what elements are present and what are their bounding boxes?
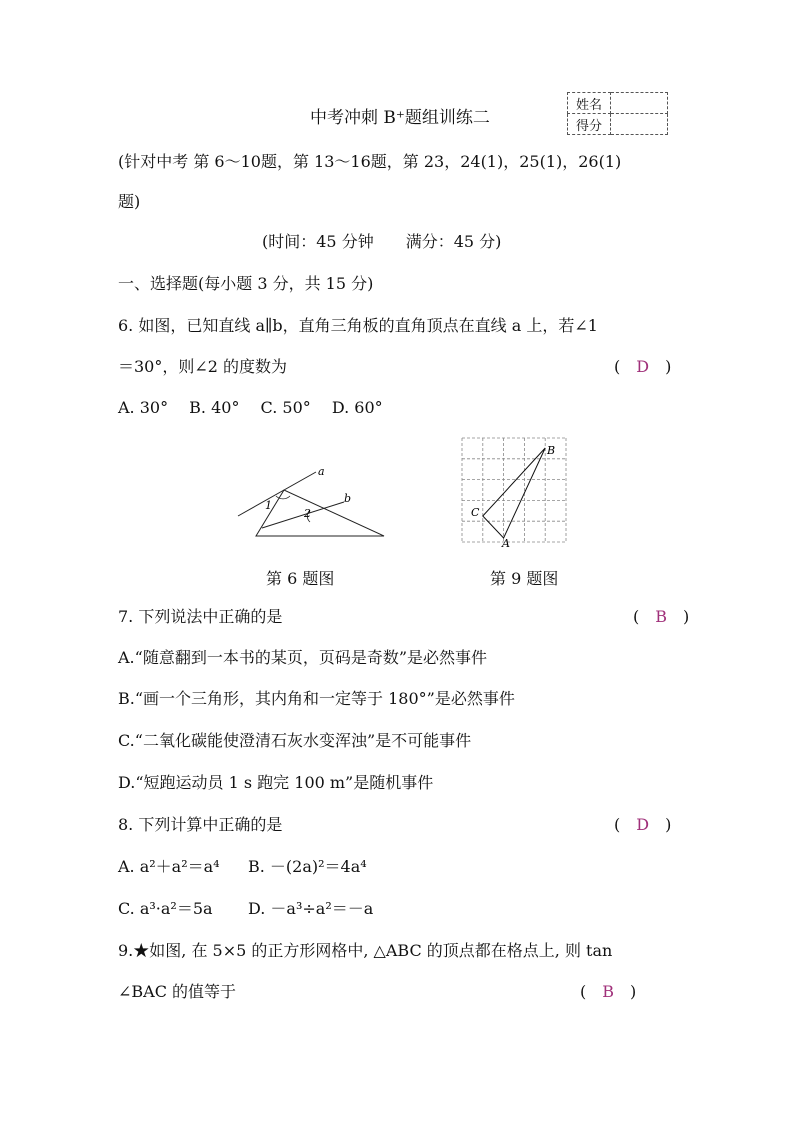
right-triangle <box>256 490 384 536</box>
q8-answer-bracket: ( D ) <box>614 815 672 834</box>
q9-answer: B <box>602 982 615 1001</box>
label-angle-1: 1 <box>265 499 272 512</box>
name-field[interactable] <box>611 93 668 114</box>
name-label: 姓名 <box>568 93 611 114</box>
q9-answer-bracket: ( B ) <box>580 982 637 1001</box>
label-A: A <box>502 537 510 548</box>
label-angle-2: 2 <box>304 507 311 520</box>
scope-line-1: (针对中考 第 6～10题，第 13～16题，第 23，24(1)，25(1)，26(1) <box>118 152 622 171</box>
q8-option-b: B. －(2a)²＝4a⁴ <box>248 857 367 876</box>
q8-option-d: D. －a³÷a²＝－a <box>248 899 374 918</box>
score-field[interactable] <box>611 114 668 135</box>
figure-6-caption: 第 6 题图 <box>266 569 335 588</box>
label-C: C <box>471 506 480 519</box>
q8-answer: D <box>636 815 650 834</box>
q7-stem: 7. 下列说法中正确的是 <box>118 607 283 626</box>
q6-answer: D <box>636 357 650 376</box>
scope-line-2: 题) <box>118 192 141 211</box>
figure-9 <box>456 432 572 548</box>
figure-6 <box>232 462 392 548</box>
q7-answer: B <box>655 607 668 626</box>
section-heading: 一、选择题(每小题 3 分，共 15 分) <box>118 274 374 293</box>
triangle-abc <box>483 448 545 538</box>
q7-option-b: B.“画一个三角形，其内角和一定等于 180°”是必然事件 <box>118 689 515 708</box>
q6-stem-line-1: 6. 如图，已知直线 a∥b，直角三角板的直角顶点在直线 a 上，若∠1 <box>118 316 598 335</box>
q7-option-d: D.“短跑运动员 1 s 跑完 100 m”是随机事件 <box>118 773 434 792</box>
figure-9-caption: 第 9 题图 <box>490 569 559 588</box>
q8-option-a: A. a²＋a²＝a⁴ <box>118 857 220 876</box>
q7-answer-bracket: ( B ) <box>633 607 690 626</box>
score-label: 得分 <box>568 114 611 135</box>
label-B: B <box>547 444 556 457</box>
label-a: a <box>318 465 325 478</box>
q7-option-a: A.“随意翻到一本书的某页，页码是奇数”是必然事件 <box>118 648 488 667</box>
q7-option-c: C.“二氧化碳能使澄清石灰水变浑浊”是不可能事件 <box>118 731 472 750</box>
q9-stem-line-1: 9.★如图, 在 5×5 的正方形网格中, △ABC 的顶点都在格点上, 则 tan <box>118 941 613 960</box>
q6-answer-bracket: ( D ) <box>614 357 672 376</box>
q6-stem-line-2: ＝30°，则∠2 的度数为 <box>118 357 288 376</box>
time-info: (时间：45 分钟 满分：45 分) <box>262 232 502 251</box>
angle-1-arc <box>276 496 290 499</box>
q8-stem: 8. 下列计算中正确的是 <box>118 815 283 834</box>
score-box <box>567 92 668 135</box>
q9-stem-line-2: ∠BAC 的值等于 <box>118 982 237 1001</box>
page-title: 中考冲刺 B⁺题组训练二 <box>310 108 490 128</box>
q8-option-c: C. a³·a²＝5a <box>118 899 213 918</box>
q6-options: A. 30° B. 40° C. 50° D. 60° <box>118 398 383 417</box>
label-b: b <box>344 492 352 505</box>
